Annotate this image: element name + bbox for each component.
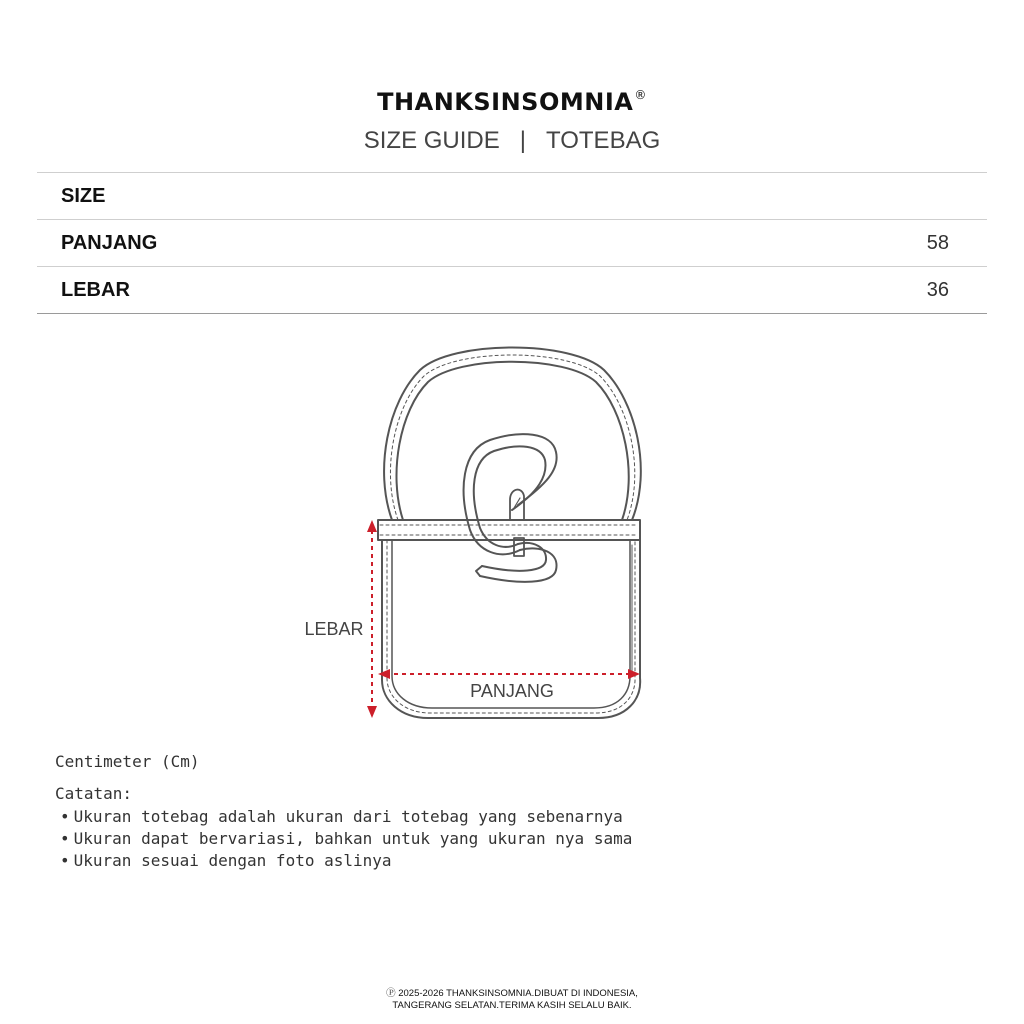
size-row-value: 58 [926,232,949,254]
size-row-panjang [37,219,987,266]
diagram-label-panjang: PANJANG [470,681,554,701]
size-table [37,172,987,314]
subtitle-product: TOTEBAG [546,127,661,154]
note-text: Ukuran dapat bervariasi, bahkan untuk yang ukuran nya sama [73,829,633,848]
diagram-label-lebar: LEBAR [304,619,364,639]
size-row-lebar [37,266,987,314]
notes-list [60,806,632,872]
page-subtitle [0,127,1024,155]
list-item [60,828,632,850]
brand-name: THANKSINSOMNIA [377,88,634,116]
brand-title [0,88,1024,116]
bullet-icon: • [60,807,70,826]
size-header-label: SIZE [61,185,106,207]
footer-line-2: TANGERANG SELATAN.TERIMA KASIH SELALU BAIK. [392,1000,632,1011]
list-item [60,850,632,872]
bullet-icon: • [60,851,70,870]
size-row-label: PANJANG [61,232,158,254]
totebag-diagram [290,330,690,730]
note-text: Ukuran totebag adalah ukuran dari totebag yang sebenarnya [73,807,623,826]
notes-title: Catatan: [55,784,133,803]
subtitle-separator: | [519,127,526,154]
size-table-header [37,172,987,219]
unit-label: Centimeter (Cm) [55,752,200,771]
bullet-icon: • [60,829,70,848]
list-item [60,806,632,828]
totebag-illustration-icon [378,348,641,719]
note-text: Ukuran sesuai dengan foto aslinya [73,851,392,870]
size-row-label: LEBAR [61,279,130,301]
registered-mark: ® [634,88,647,102]
copyright-footer [0,988,1024,1012]
subtitle-size-guide: SIZE GUIDE [363,127,500,154]
footer-line-1: Ⓟ 2025-2026 THANKSINSOMNIA.DIBUAT DI INDONESIA, [386,988,638,999]
size-row-value: 36 [926,279,949,301]
